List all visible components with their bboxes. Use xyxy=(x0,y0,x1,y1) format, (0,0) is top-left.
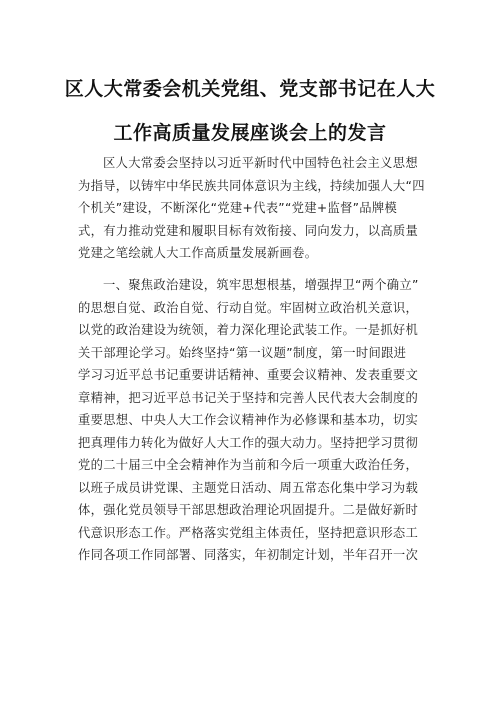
paragraph-line: 章精神，把习近平总书记关于坚持和完善人民代表大会制度的 xyxy=(78,390,419,405)
paragraph-line: 以班子成员讲党课、主题党日活动、周五常态化集中学习为载 xyxy=(78,480,419,495)
paragraph-section-one xyxy=(78,274,426,567)
paragraph-line: 个机关”建设，不断深化“党建+代表”“党建+监督”品牌模 xyxy=(78,201,398,215)
paragraph-line: 体，强化党员领导干部思想政治理论巩固提升。二是做好新时 xyxy=(78,503,419,517)
document-title-line-1: 区人大常委会机关党组、党支部书记在人大 xyxy=(64,78,436,100)
paragraph-line: 一、聚焦政治建设，筑牢思想根基，增强捍卫“两个确立” xyxy=(103,278,419,292)
paragraph-line: 重要思想、中央人大工作会议精神作为必修课和基本功，切实 xyxy=(78,413,419,427)
paragraph-line: 区人大常委会坚持以习近平新时代中国特色社会主义思想 xyxy=(103,156,418,170)
paragraph-line: 把真理伟力转化为做好人大工作的强大动力。坚持把学习贯彻 xyxy=(78,435,419,450)
paragraph-line: 党的二十届三中全会精神作为当前和今后一项重大政治任务， xyxy=(78,458,419,472)
paragraph-line: 式，有力推动党建和履职目标有效衔接、同向发力，以高质量 xyxy=(78,223,419,238)
paragraph-line: 的思想自觉、政治自觉、行动自觉。牢固树立政治机关意识， xyxy=(78,300,419,315)
paragraph-line: 作同各项工作同部署、同落实，年初制定计划，半年召开一次 xyxy=(78,548,419,562)
paragraph-line: 党建之笔绘就人大工作高质量发展新画卷。 xyxy=(78,246,318,260)
paragraph-line: 学习习近平总书记重要讲话精神、重要会议精神、发表重要文 xyxy=(78,368,419,382)
paragraph-intro xyxy=(78,152,426,265)
paragraph-line: 以党的政治建设为统领，着力深化理论武装工作。一是抓好机 xyxy=(78,323,419,337)
paragraph-line: 代意识形态工作。严格落实党组主体责任，坚持把意识形态工 xyxy=(78,525,419,540)
paragraph-line: 关干部理论学习。始终坚持“第一议题”制度，第一时间跟进 xyxy=(78,345,407,360)
paragraph-line: 为指导，以铸牢中华民族共同体意识为主线，持续加强人大“四 xyxy=(78,178,425,193)
document-title-line-2: 工作高质量发展座谈会上的发言 xyxy=(113,122,387,144)
